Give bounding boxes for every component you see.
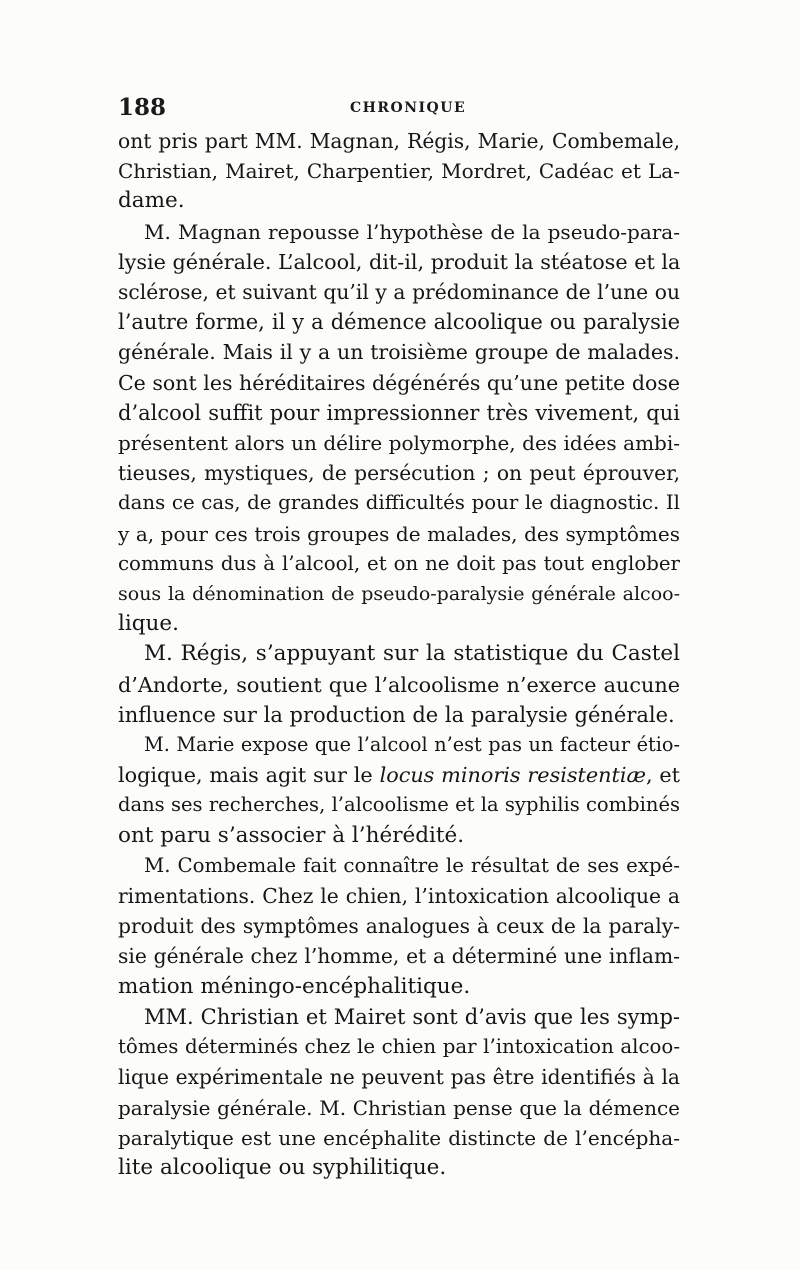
text-segment: , et bbox=[645, 763, 680, 788]
running-head: CHRONIQUE bbox=[350, 100, 467, 116]
text-line: Christian, Mairet, Charpentier, Mordret, Cadéac et La- bbox=[118, 159, 680, 184]
page-number: 188 bbox=[118, 94, 167, 121]
text-line: M. Régis, s’appuyant sur la statistique du Castel bbox=[144, 641, 680, 667]
text-line: sous la dénomination de pseudo-paralysie générale alcoo- bbox=[118, 583, 680, 606]
text-line: tieuses, mystiques, de persécution ; on peut éprouver, bbox=[118, 461, 680, 486]
text-line: ont pris part MM. Magnan, Régis, Marie, Combemale, bbox=[118, 129, 680, 153]
text-line: lique. bbox=[118, 611, 179, 637]
text-line: paralytique est une encéphalite distincte de l’encépha- bbox=[118, 1125, 680, 1150]
page-header bbox=[118, 94, 678, 122]
body-text bbox=[118, 126, 680, 1183]
text-line: sie générale chez l’homme, et a déterminé une inflam- bbox=[118, 944, 680, 969]
text-line: générale. Mais il y a un troisième groupe de malades. bbox=[118, 340, 680, 365]
text-line: présentent alors un délire polymorphe, des idées ambi- bbox=[118, 431, 680, 456]
text-line: d’alcool suffit pour impressionner très vivement, qui bbox=[118, 400, 680, 425]
text-line: d’Andorte, soutient que l’alcoolisme n’exerce aucune bbox=[118, 672, 680, 697]
text-line: lite alcoolique ou syphilitique. bbox=[118, 1154, 447, 1180]
text-line: dans ses recherches, l’alcoolisme et la syphilis combinés bbox=[118, 793, 680, 817]
text-line: tômes déterminés chez le chien par l’intoxication alcoo- bbox=[118, 1035, 680, 1059]
text-line: y a, pour ces trois groupes de malades, des symptômes bbox=[118, 521, 680, 546]
text-line: l’autre forme, il y a démence alcoolique ou paralysie bbox=[118, 310, 680, 335]
latin-phrase: locus minoris resistentiæ bbox=[379, 763, 646, 788]
text-line: Ce sont les héréditaires dégénérés qu’une petite dose bbox=[118, 370, 680, 395]
text-line bbox=[118, 760, 680, 790]
text-line: lique expérimentale ne peuvent pas être identifiés à la bbox=[118, 1065, 680, 1090]
text-segment: logique, mais agit sur le bbox=[118, 763, 380, 788]
text-line: dame. bbox=[118, 188, 185, 214]
text-line: rimentations. Chez le chien, l’intoxication alcoolique a bbox=[118, 884, 680, 909]
text-line: communs dus à l’alcool, et on ne doit pas tout englober bbox=[118, 551, 680, 575]
text-line: ont paru s’associer à l’hérédité. bbox=[118, 822, 465, 848]
text-line: M. Magnan repousse l’hypothèse de la pseudo-para- bbox=[144, 219, 680, 244]
text-line: paralysie générale. M. Christian pense que la démence bbox=[118, 1095, 680, 1120]
text-line: mation méningo-encéphalitique. bbox=[118, 973, 471, 999]
text-line: MM. Christian et Mairet sont d’avis que les symp- bbox=[144, 1004, 680, 1029]
text-line: influence sur la production de la paralysie générale. bbox=[118, 702, 675, 727]
text-line: dans ce cas, de grandes difficultés pour le diagnostic. Il bbox=[118, 491, 680, 515]
text-line: produit des symptômes analogues à ceux de la paraly- bbox=[118, 914, 680, 939]
text-line: sclérose, et suivant qu’il y a prédominance de l’une ou bbox=[118, 280, 680, 305]
text-line: M. Combemale fait connaître le résultat de ses expé- bbox=[144, 853, 680, 877]
text-line: M. Marie expose que l’alcool n’est pas un facteur étio- bbox=[144, 733, 680, 757]
text-line: lysie générale. L’alcool, dit-il, produit la stéatose et la bbox=[118, 249, 680, 274]
